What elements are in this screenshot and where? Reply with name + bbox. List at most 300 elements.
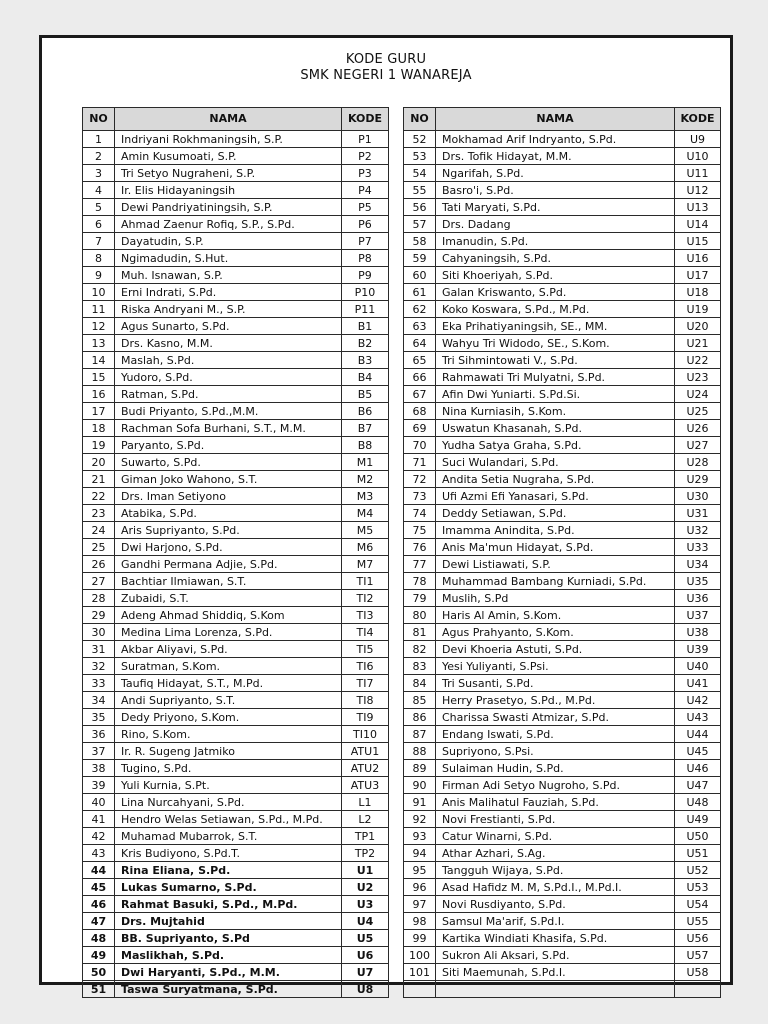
table-row xyxy=(83,947,389,964)
column-header-no: NO xyxy=(83,108,115,131)
teacher-code-cell: B3 xyxy=(342,352,389,369)
teacher-name-cell: Koko Koswara, S.Pd., M.Pd. xyxy=(436,301,675,318)
teacher-name-cell xyxy=(436,981,675,998)
teacher-name-cell: Lukas Sumarno, S.Pd. xyxy=(115,879,342,896)
table-row xyxy=(83,233,389,250)
table-row xyxy=(404,216,721,233)
teacher-name-cell: Novi Rusdiyanto, S.Pd. xyxy=(436,896,675,913)
teacher-name-cell: Andita Setia Nugraha, S.Pd. xyxy=(436,471,675,488)
row-number-cell: 84 xyxy=(404,675,436,692)
table-row xyxy=(404,369,721,386)
teacher-code-cell: ATU3 xyxy=(342,777,389,794)
teacher-code-cell: U10 xyxy=(675,148,721,165)
row-number-cell: 11 xyxy=(83,301,115,318)
teacher-name-cell: Sukron Ali Aksari, S.Pd. xyxy=(436,947,675,964)
table-row xyxy=(404,250,721,267)
table-row xyxy=(83,624,389,641)
table-row xyxy=(404,352,721,369)
table-row xyxy=(83,573,389,590)
table-row xyxy=(404,522,721,539)
teacher-name-cell: Ngimadudin, S.Hut. xyxy=(115,250,342,267)
teacher-name-cell: Ratman, S.Pd. xyxy=(115,386,342,403)
teacher-name-cell: Asad Hafidz M. M, S.Pd.I., M.Pd.I. xyxy=(436,879,675,896)
teacher-name-cell: Agus Sunarto, S.Pd. xyxy=(115,318,342,335)
row-number-cell: 17 xyxy=(83,403,115,420)
table-row xyxy=(404,165,721,182)
table-row xyxy=(83,284,389,301)
table-row xyxy=(83,777,389,794)
teacher-name-cell: Dedy Priyono, S.Kom. xyxy=(115,709,342,726)
row-number-cell: 71 xyxy=(404,454,436,471)
teacher-code-cell: U39 xyxy=(675,641,721,658)
table-row xyxy=(83,403,389,420)
teacher-name-cell: Eka Prihatiyaningsih, SE., MM. xyxy=(436,318,675,335)
teacher-name-cell: Rino, S.Kom. xyxy=(115,726,342,743)
table-row xyxy=(83,641,389,658)
teacher-code-cell: U3 xyxy=(342,896,389,913)
row-number-cell: 5 xyxy=(83,199,115,216)
table-row xyxy=(404,590,721,607)
row-number-cell: 62 xyxy=(404,301,436,318)
row-number-cell: 96 xyxy=(404,879,436,896)
row-number-cell: 86 xyxy=(404,709,436,726)
row-number-cell: 58 xyxy=(404,233,436,250)
teacher-name-cell: Rina Eliana, S.Pd. xyxy=(115,862,342,879)
table-row xyxy=(404,301,721,318)
table-row xyxy=(83,879,389,896)
teacher-code-cell: U5 xyxy=(342,930,389,947)
table-row xyxy=(83,828,389,845)
teacher-name-cell: Galan Kriswanto, S.Pd. xyxy=(436,284,675,301)
teacher-code-cell: TI8 xyxy=(342,692,389,709)
teacher-name-cell: Siti Maemunah, S.Pd.I. xyxy=(436,964,675,981)
teacher-code-cell: U35 xyxy=(675,573,721,590)
teacher-name-cell: Uswatun Khasanah, S.Pd. xyxy=(436,420,675,437)
teacher-code-cell: U45 xyxy=(675,743,721,760)
table-row xyxy=(404,658,721,675)
teacher-code-cell: TI10 xyxy=(342,726,389,743)
teacher-code-cell: M5 xyxy=(342,522,389,539)
row-number-cell: 54 xyxy=(404,165,436,182)
teacher-name-cell: Imanudin, S.Pd. xyxy=(436,233,675,250)
table-row xyxy=(83,267,389,284)
table-row xyxy=(404,896,721,913)
row-number-cell: 23 xyxy=(83,505,115,522)
row-number-cell: 72 xyxy=(404,471,436,488)
table-header-row xyxy=(404,108,721,131)
row-number-cell: 92 xyxy=(404,811,436,828)
row-number-cell: 98 xyxy=(404,913,436,930)
teacher-code-cell: U44 xyxy=(675,726,721,743)
row-number-cell: 44 xyxy=(83,862,115,879)
row-number-cell: 6 xyxy=(83,216,115,233)
row-number-cell: 22 xyxy=(83,488,115,505)
teacher-code-cell xyxy=(675,981,721,998)
row-number-cell: 10 xyxy=(83,284,115,301)
row-number-cell: 75 xyxy=(404,522,436,539)
row-number-cell: 20 xyxy=(83,454,115,471)
teacher-code-cell: U28 xyxy=(675,454,721,471)
teacher-name-cell: Dewi Listiawati, S.P. xyxy=(436,556,675,573)
table-row xyxy=(83,913,389,930)
teacher-code-cell: TI2 xyxy=(342,590,389,607)
row-number-cell: 46 xyxy=(83,896,115,913)
table-row xyxy=(83,131,389,148)
teacher-code-cell: U47 xyxy=(675,777,721,794)
teacher-name-cell: Hendro Welas Setiawan, S.Pd., M.Pd. xyxy=(115,811,342,828)
teacher-code-cell: U42 xyxy=(675,692,721,709)
teacher-code-cell: U31 xyxy=(675,505,721,522)
teacher-code-cell: B1 xyxy=(342,318,389,335)
row-number-cell: 50 xyxy=(83,964,115,981)
row-number-cell: 33 xyxy=(83,675,115,692)
teacher-code-cell: U36 xyxy=(675,590,721,607)
school-name: SMK NEGERI 1 WANAREJA xyxy=(300,68,472,83)
teacher-name-cell: Samsul Ma'arif, S.Pd.I. xyxy=(436,913,675,930)
row-number-cell: 26 xyxy=(83,556,115,573)
table-row xyxy=(404,318,721,335)
teacher-code-cell: M3 xyxy=(342,488,389,505)
teacher-code-cell: TI9 xyxy=(342,709,389,726)
teacher-code-cell: U34 xyxy=(675,556,721,573)
teacher-name-cell: Athar Azhari, S.Ag. xyxy=(436,845,675,862)
teacher-name-cell: Ir. R. Sugeng Jatmiko xyxy=(115,743,342,760)
table-row xyxy=(83,743,389,760)
table-row xyxy=(404,131,721,148)
row-number-cell: 78 xyxy=(404,573,436,590)
teacher-code-cell: B7 xyxy=(342,420,389,437)
teacher-code-cell: P8 xyxy=(342,250,389,267)
table-body-right xyxy=(404,131,721,998)
row-number-cell: 31 xyxy=(83,641,115,658)
teacher-code-cell: U52 xyxy=(675,862,721,879)
teacher-code-cell: U43 xyxy=(675,709,721,726)
teacher-code-cell: U13 xyxy=(675,199,721,216)
row-number-cell: 19 xyxy=(83,437,115,454)
teacher-name-cell: Yesi Yuliyanti, S.Psi. xyxy=(436,658,675,675)
table-row xyxy=(404,386,721,403)
teacher-code-cell: U30 xyxy=(675,488,721,505)
teacher-code-cell: B6 xyxy=(342,403,389,420)
teacher-name-cell: Suwarto, S.Pd. xyxy=(115,454,342,471)
teacher-code-cell: U18 xyxy=(675,284,721,301)
table-row xyxy=(404,862,721,879)
table-row xyxy=(404,471,721,488)
teacher-name-cell: Riska Andryani M., S.P. xyxy=(115,301,342,318)
table-row xyxy=(83,471,389,488)
teacher-name-cell: Tri Sihmintowati V., S.Pd. xyxy=(436,352,675,369)
table-row xyxy=(83,216,389,233)
row-number-cell: 68 xyxy=(404,403,436,420)
teacher-name-cell: BB. Supriyanto, S.Pd xyxy=(115,930,342,947)
row-number-cell: 53 xyxy=(404,148,436,165)
table-row xyxy=(404,726,721,743)
teacher-name-cell: Siti Khoeriyah, S.Pd. xyxy=(436,267,675,284)
teacher-code-cell: B8 xyxy=(342,437,389,454)
row-number-cell: 93 xyxy=(404,828,436,845)
table-row xyxy=(404,233,721,250)
row-number-cell: 28 xyxy=(83,590,115,607)
table-row xyxy=(404,794,721,811)
row-number-cell: 52 xyxy=(404,131,436,148)
row-number-cell: 30 xyxy=(83,624,115,641)
row-number-cell: 38 xyxy=(83,760,115,777)
teacher-name-cell: Tugino, S.Pd. xyxy=(115,760,342,777)
teacher-name-cell: Andi Supriyanto, S.T. xyxy=(115,692,342,709)
row-number-cell: 4 xyxy=(83,182,115,199)
row-number-cell: 15 xyxy=(83,369,115,386)
teacher-name-cell: Basro'i, S.Pd. xyxy=(436,182,675,199)
row-number-cell: 41 xyxy=(83,811,115,828)
teacher-name-cell: Drs. Dadang xyxy=(436,216,675,233)
table-row xyxy=(404,930,721,947)
teacher-code-cell: U40 xyxy=(675,658,721,675)
table-row xyxy=(83,658,389,675)
teacher-name-cell: Zubaidi, S.T. xyxy=(115,590,342,607)
row-number-cell: 81 xyxy=(404,624,436,641)
teacher-code-cell: U9 xyxy=(675,131,721,148)
teacher-name-cell: Muhammad Bambang Kurniadi, S.Pd. xyxy=(436,573,675,590)
table-row xyxy=(83,182,389,199)
teacher-code-cell: ATU1 xyxy=(342,743,389,760)
table-row xyxy=(83,352,389,369)
teacher-code-cell: P3 xyxy=(342,165,389,182)
teacher-name-cell: Rahmawati Tri Mulyatni, S.Pd. xyxy=(436,369,675,386)
table-row xyxy=(404,811,721,828)
table-row xyxy=(83,607,389,624)
row-number-cell: 76 xyxy=(404,539,436,556)
column-header-no: NO xyxy=(404,108,436,131)
teacher-code-cell: U12 xyxy=(675,182,721,199)
teacher-name-cell: Drs. Iman Setiyono xyxy=(115,488,342,505)
table-row xyxy=(83,692,389,709)
row-number-cell: 14 xyxy=(83,352,115,369)
teacher-code-cell: U57 xyxy=(675,947,721,964)
table-row xyxy=(404,420,721,437)
teacher-name-cell: Yudha Satya Graha, S.Pd. xyxy=(436,437,675,454)
teacher-code-cell: U33 xyxy=(675,539,721,556)
table-row xyxy=(83,590,389,607)
teacher-code-cell: U16 xyxy=(675,250,721,267)
teacher-code-cell: U17 xyxy=(675,267,721,284)
teacher-name-cell: Yudoro, S.Pd. xyxy=(115,369,342,386)
teacher-name-cell: Dwi Haryanti, S.Pd., M.M. xyxy=(115,964,342,981)
teacher-name-cell: Drs. Kasno, M.M. xyxy=(115,335,342,352)
table-row xyxy=(83,437,389,454)
row-number-cell: 65 xyxy=(404,352,436,369)
table-row xyxy=(404,182,721,199)
row-number-cell: 95 xyxy=(404,862,436,879)
teacher-name-cell: Kris Budiyono, S.Pd.T. xyxy=(115,845,342,862)
row-number-cell: 100 xyxy=(404,947,436,964)
row-number-cell xyxy=(404,981,436,998)
teacher-name-cell: Rahmat Basuki, S.Pd., M.Pd. xyxy=(115,896,342,913)
row-number-cell: 34 xyxy=(83,692,115,709)
teacher-code-cell: U25 xyxy=(675,403,721,420)
row-number-cell: 35 xyxy=(83,709,115,726)
teacher-name-cell: Adeng Ahmad Shiddiq, S.Kom xyxy=(115,607,342,624)
row-number-cell: 87 xyxy=(404,726,436,743)
row-number-cell: 2 xyxy=(83,148,115,165)
teacher-name-cell: Supriyono, S.Psi. xyxy=(436,743,675,760)
teacher-name-cell: Agus Prahyanto, S.Kom. xyxy=(436,624,675,641)
teacher-code-table-left xyxy=(82,107,389,998)
row-number-cell: 27 xyxy=(83,573,115,590)
table-row xyxy=(404,964,721,981)
row-number-cell: 63 xyxy=(404,318,436,335)
table-row xyxy=(83,386,389,403)
teacher-code-cell: P6 xyxy=(342,216,389,233)
teacher-name-cell: Catur Winarni, S.Pd. xyxy=(436,828,675,845)
teacher-code-cell: U46 xyxy=(675,760,721,777)
table-row xyxy=(404,777,721,794)
teacher-name-cell: Rachman Sofa Burhani, S.T., M.M. xyxy=(115,420,342,437)
table-row xyxy=(404,267,721,284)
row-number-cell: 91 xyxy=(404,794,436,811)
row-number-cell: 25 xyxy=(83,539,115,556)
row-number-cell: 9 xyxy=(83,267,115,284)
table-row xyxy=(83,199,389,216)
teacher-code-cell: U51 xyxy=(675,845,721,862)
teacher-code-cell: M7 xyxy=(342,556,389,573)
teacher-name-cell: Kartika Windiati Khasifa, S.Pd. xyxy=(436,930,675,947)
teacher-name-cell: Lina Nurcahyani, S.Pd. xyxy=(115,794,342,811)
table-row xyxy=(83,488,389,505)
teacher-name-cell: Sulaiman Hudin, S.Pd. xyxy=(436,760,675,777)
table-row xyxy=(83,981,389,998)
table-row xyxy=(404,947,721,964)
teacher-code-cell: U8 xyxy=(342,981,389,998)
teacher-name-cell: Maslikhah, S.Pd. xyxy=(115,947,342,964)
row-number-cell: 40 xyxy=(83,794,115,811)
row-number-cell: 79 xyxy=(404,590,436,607)
teacher-code-cell: U6 xyxy=(342,947,389,964)
teacher-code-cell: U41 xyxy=(675,675,721,692)
table-row xyxy=(404,709,721,726)
table-row xyxy=(404,556,721,573)
teacher-name-cell: Drs. Mujtahid xyxy=(115,913,342,930)
teacher-code-cell: M2 xyxy=(342,471,389,488)
teacher-code-cell: TI3 xyxy=(342,607,389,624)
teacher-code-cell: U50 xyxy=(675,828,721,845)
teacher-name-cell: Firman Adi Setyo Nugroho, S.Pd. xyxy=(436,777,675,794)
table-row xyxy=(83,420,389,437)
teacher-code-cell: U19 xyxy=(675,301,721,318)
teacher-code-cell: M4 xyxy=(342,505,389,522)
teacher-code-cell: U20 xyxy=(675,318,721,335)
teacher-name-cell: Dewi Pandriyatiningsih, S.P. xyxy=(115,199,342,216)
row-number-cell: 85 xyxy=(404,692,436,709)
row-number-cell: 56 xyxy=(404,199,436,216)
teacher-code-cell: B4 xyxy=(342,369,389,386)
row-number-cell: 89 xyxy=(404,760,436,777)
teacher-code-cell: P9 xyxy=(342,267,389,284)
table-row xyxy=(83,165,389,182)
row-number-cell: 36 xyxy=(83,726,115,743)
teacher-code-cell: U49 xyxy=(675,811,721,828)
teacher-code-cell: TP2 xyxy=(342,845,389,862)
table-row xyxy=(83,369,389,386)
teacher-name-cell: Dwi Harjono, S.Pd. xyxy=(115,539,342,556)
table-row xyxy=(404,488,721,505)
table-row xyxy=(83,505,389,522)
table-row xyxy=(83,335,389,352)
teacher-code-cell: U29 xyxy=(675,471,721,488)
teacher-code-cell: P1 xyxy=(342,131,389,148)
teacher-name-cell: Endang Iswati, S.Pd. xyxy=(436,726,675,743)
document-title: KODE GURU xyxy=(345,52,427,67)
teacher-code-cell: U54 xyxy=(675,896,721,913)
teacher-name-cell: Nina Kurniasih, S.Kom. xyxy=(436,403,675,420)
row-number-cell: 47 xyxy=(83,913,115,930)
teacher-name-cell: Muslih, S.Pd xyxy=(436,590,675,607)
teacher-name-cell: Cahyaningsih, S.Pd. xyxy=(436,250,675,267)
column-header-kode: KODE xyxy=(342,108,389,131)
table-row xyxy=(83,301,389,318)
table-row xyxy=(83,811,389,828)
teacher-name-cell: Indriyani Rokhmaningsih, S.P. xyxy=(115,131,342,148)
teacher-code-cell: B5 xyxy=(342,386,389,403)
table-row xyxy=(404,539,721,556)
row-number-cell: 24 xyxy=(83,522,115,539)
row-number-cell: 13 xyxy=(83,335,115,352)
table-row xyxy=(404,675,721,692)
teacher-name-cell: Ngarifah, S.Pd. xyxy=(436,165,675,182)
teacher-name-cell: Tangguh Wijaya, S.Pd. xyxy=(436,862,675,879)
row-number-cell: 73 xyxy=(404,488,436,505)
teacher-code-cell: B2 xyxy=(342,335,389,352)
row-number-cell: 32 xyxy=(83,658,115,675)
teacher-name-cell: Atabika, S.Pd. xyxy=(115,505,342,522)
teacher-code-cell: U37 xyxy=(675,607,721,624)
row-number-cell: 64 xyxy=(404,335,436,352)
teacher-code-cell: TI5 xyxy=(342,641,389,658)
teacher-code-cell: U7 xyxy=(342,964,389,981)
teacher-name-cell: Mokhamad Arif Indryanto, S.Pd. xyxy=(436,131,675,148)
row-number-cell: 83 xyxy=(404,658,436,675)
teacher-code-cell: U27 xyxy=(675,437,721,454)
table-row xyxy=(404,981,721,998)
table-row xyxy=(83,709,389,726)
table-row xyxy=(404,879,721,896)
teacher-code-cell: P5 xyxy=(342,199,389,216)
table-row xyxy=(404,199,721,216)
teacher-code-cell: TI7 xyxy=(342,675,389,692)
row-number-cell: 42 xyxy=(83,828,115,845)
row-number-cell: 12 xyxy=(83,318,115,335)
table-row xyxy=(83,760,389,777)
teacher-name-cell: Anis Malihatul Fauziah, S.Pd. xyxy=(436,794,675,811)
row-number-cell: 16 xyxy=(83,386,115,403)
row-number-cell: 43 xyxy=(83,845,115,862)
teacher-name-cell: Suratman, S.Kom. xyxy=(115,658,342,675)
row-number-cell: 74 xyxy=(404,505,436,522)
column-header-nama: NAMA xyxy=(115,108,342,131)
table-row xyxy=(83,454,389,471)
teacher-name-cell: Herry Prasetyo, S.Pd., M.Pd. xyxy=(436,692,675,709)
table-row xyxy=(404,148,721,165)
row-number-cell: 80 xyxy=(404,607,436,624)
teacher-name-cell: Muh. Isnawan, S.P. xyxy=(115,267,342,284)
teacher-code-cell: M6 xyxy=(342,539,389,556)
teacher-name-cell: Charissa Swasti Atmizar, S.Pd. xyxy=(436,709,675,726)
teacher-code-cell: U11 xyxy=(675,165,721,182)
table-row xyxy=(404,403,721,420)
row-number-cell: 94 xyxy=(404,845,436,862)
table-row xyxy=(404,845,721,862)
row-number-cell: 45 xyxy=(83,879,115,896)
row-number-cell: 90 xyxy=(404,777,436,794)
